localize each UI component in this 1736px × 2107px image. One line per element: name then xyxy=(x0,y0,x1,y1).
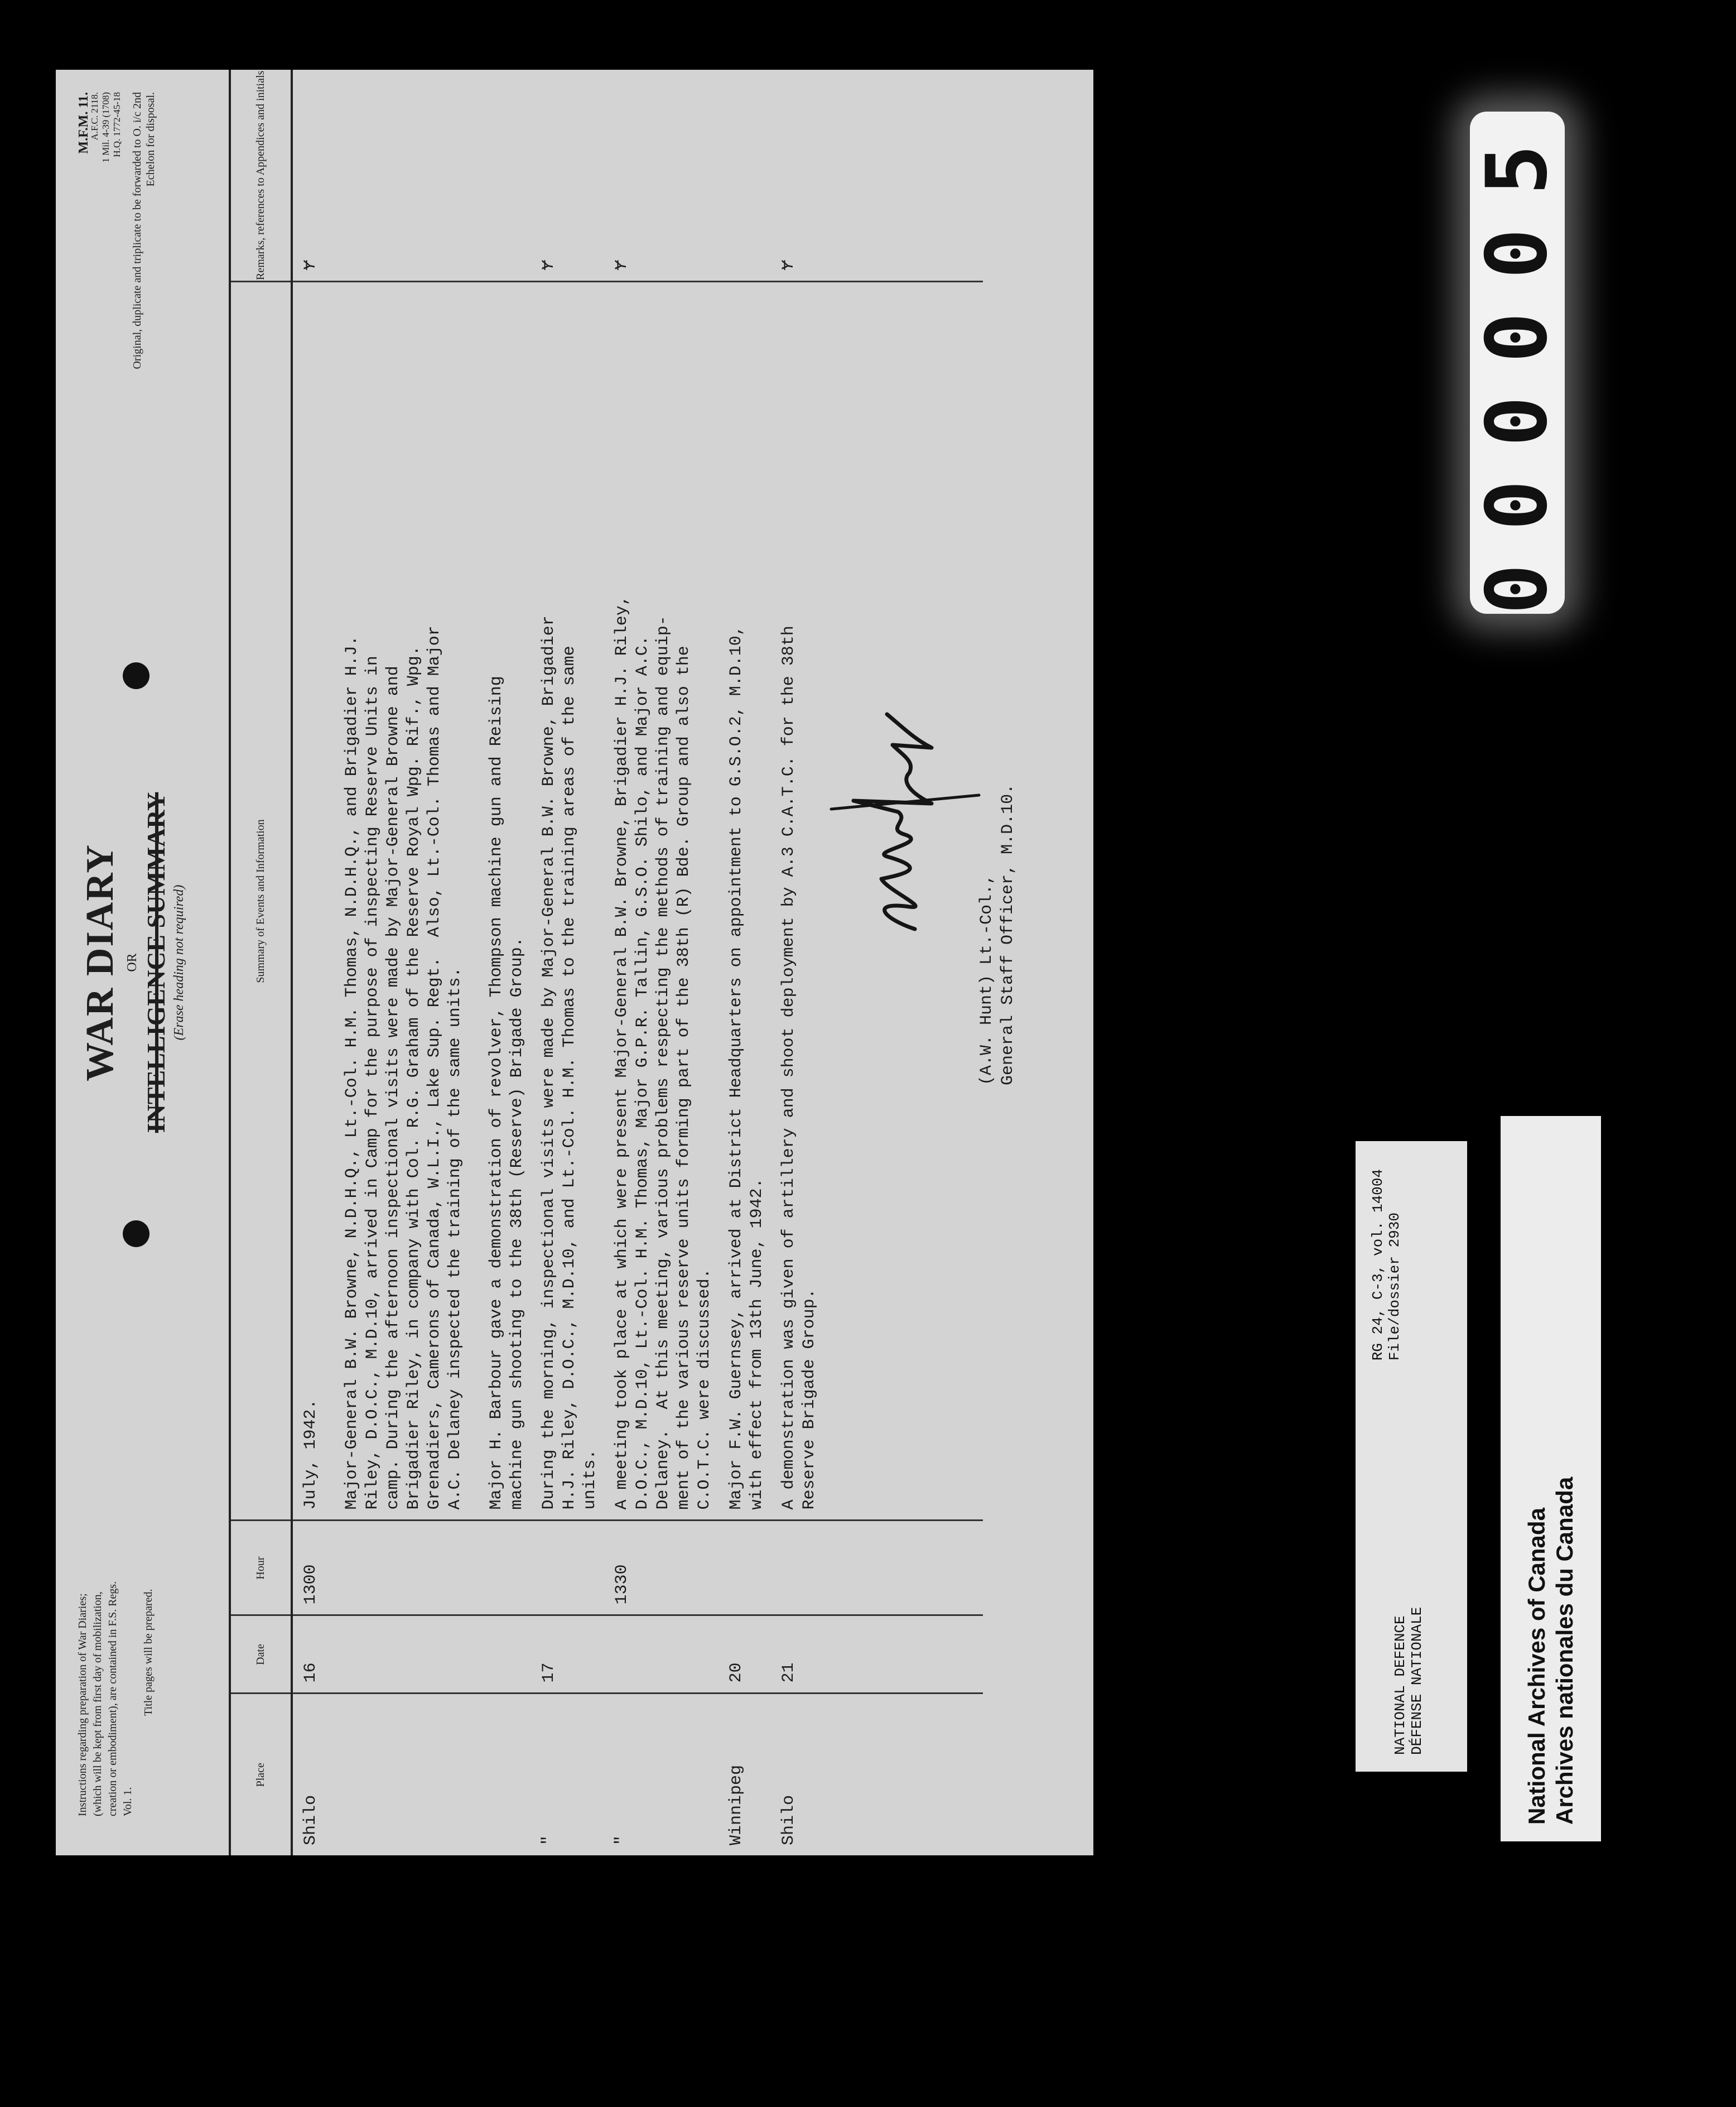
entry-initials: Ɏ xyxy=(301,261,320,271)
erase-note: (Erase heading not required) xyxy=(172,884,186,1041)
reel-number-strip xyxy=(1470,112,1565,614)
form-title-block xyxy=(78,684,187,1242)
title-or: OR xyxy=(125,953,139,972)
entry-place: " xyxy=(531,1694,604,1855)
entry-summary: Major F.W. Guernsey, arrived at District Headquarters on appointment to G.S.O.2, M.D.10, with effect from 13th June, 1942. xyxy=(718,282,771,1521)
entry-place: Shilo xyxy=(292,1694,531,1855)
entry-summary: During the morning, inspectional visits were made by Major-General B.W. Browne, Brigadier H.J. Riley, D.O.C., M.D.10, and Lt.-Col. H.M. Thomas to the training areas of the same units. xyxy=(531,282,604,1521)
col-date: Date xyxy=(230,1615,292,1694)
table-row xyxy=(771,70,983,1855)
form-ref-3: H.Q. 1772-45-18 xyxy=(112,92,122,157)
title-pages-note: Title pages will be prepared. xyxy=(142,1589,155,1716)
instructions-block xyxy=(75,1576,156,1816)
department-label: NATIONAL DEFENCE DÉFENSE NATIONALE xyxy=(1392,1606,1425,1755)
col-place: Place xyxy=(230,1694,292,1855)
entry-hour xyxy=(718,1521,771,1615)
col-remarks: Remarks, references to Appendices and initials xyxy=(230,70,292,282)
entry-place: Winnipeg xyxy=(718,1694,771,1855)
entry-hour xyxy=(771,1521,983,1615)
archives-label-card xyxy=(1501,1116,1601,1841)
form-ref-1: A.F.C. 2118. xyxy=(89,92,100,141)
form-ref-2: 1 Mil. 4-39 (1708) xyxy=(100,92,111,163)
archives-name-fr: Archives nationales du Canada xyxy=(1551,1476,1578,1825)
entry-date: 17 xyxy=(531,1615,604,1694)
entry-initials xyxy=(718,70,771,282)
signatory-name: (A.W. Hunt) Lt.-Col., xyxy=(977,874,996,1085)
entry-date: 21 xyxy=(771,1615,983,1694)
entry-place: " xyxy=(604,1694,718,1855)
entry-hour: 1330 xyxy=(604,1521,718,1615)
entry-initials: Ɏ xyxy=(779,261,798,271)
col-summary: Summary of Events and Information xyxy=(230,282,292,1521)
entry-date: 16 xyxy=(292,1615,531,1694)
entry-initials: Ɏ xyxy=(539,261,558,271)
table-row xyxy=(531,70,604,1855)
table-header-row xyxy=(230,70,292,1855)
signature-block xyxy=(976,784,1019,1085)
archive-reference-card xyxy=(1356,1141,1467,1772)
instructions-text: Instructions regarding preparation of War Diaries; (which will be kept from first day of mobilization, creation or embodiment), are contained in F.S. Regs. Vol. 1. xyxy=(76,1581,134,1816)
archives-name-en: National Archives of Canada xyxy=(1523,1508,1550,1825)
page-title: WAR DIARY xyxy=(79,844,122,1081)
handwritten-signature xyxy=(820,706,987,940)
distribution-note: Original, duplicate and triplicate to be forwarded to O. i/c 2nd Echelon for disposal. xyxy=(131,92,157,369)
entry-summary: A demonstration was given of artillery and shoot deployment by A.3 C.A.T.C. for the 38th Reserve Brigade Group. xyxy=(771,282,983,1521)
entry-place: Shilo xyxy=(771,1694,983,1855)
form-reference-block xyxy=(78,92,157,405)
entry-hour: 1300 xyxy=(292,1521,531,1615)
entry-initials: Ɏ xyxy=(613,261,631,271)
table-row xyxy=(718,70,771,1855)
war-diary-form xyxy=(56,70,1093,1855)
reel-number: 000005 xyxy=(1469,111,1566,614)
struck-heading: INTELLIGENCE SUMMARY xyxy=(142,792,170,1133)
table-row xyxy=(292,70,531,1855)
diary-table xyxy=(229,70,983,1855)
war-diary-page xyxy=(56,70,1093,1855)
entry-hour xyxy=(531,1521,604,1615)
table-row xyxy=(604,70,718,1855)
form-number: M.F.M. 11. xyxy=(76,92,91,154)
record-group-reference: RG 24, C-3, vol. 14004 File/dossier 2930 xyxy=(1369,1169,1403,1361)
col-hour: Hour xyxy=(230,1521,292,1615)
entry-date: 20 xyxy=(718,1615,771,1694)
entry-summary: July, 1942. Major-General B.W. Browne, N.D.H.Q., Lt.-Col. H.M. Thomas, N.D.H.Q., and Brigadier H.J. Riley, D.O.C., M.D.10, arrived in Camp for the purpose of inspecting Reserve Units in camp. During the afternoon inspectional visits were made by Major-General Browne and Brigadier Riley, in company with Col. R.G. Graham of the Reserve Royal Wpg. Rif., Wpg. Grenadiers, Camerons of Canada, W.L.I., Lake Sup. Regt. Also, Lt.-Col. Thomas and Major A.C. Delaney inspected the training of the same units. Major H. Barbour gave a demonstration of revolver, Thompson machine gun and Reising machine gun shooting to the 38th (Reserve) Brigade Group. xyxy=(292,282,531,1521)
signatory-title: General Staff Officer, M.D.10. xyxy=(999,783,1018,1085)
entry-date xyxy=(604,1615,718,1694)
entry-summary: A meeting took place at which were present Major-General B.W. Browne, Brigadier H.J. Riley, D.O.C., M.D.10, Lt.-Col. H.M. Thomas, Major G.P.R. Tallin, G.S.O. Shilo, and Major A.C. Delaney. At this meeting, various problems respecting the methods of training and equip- ment of the various reserve units forming part of the 38th (R) Bde. Group and also the C.O.T.C. were discussed. xyxy=(604,282,718,1521)
